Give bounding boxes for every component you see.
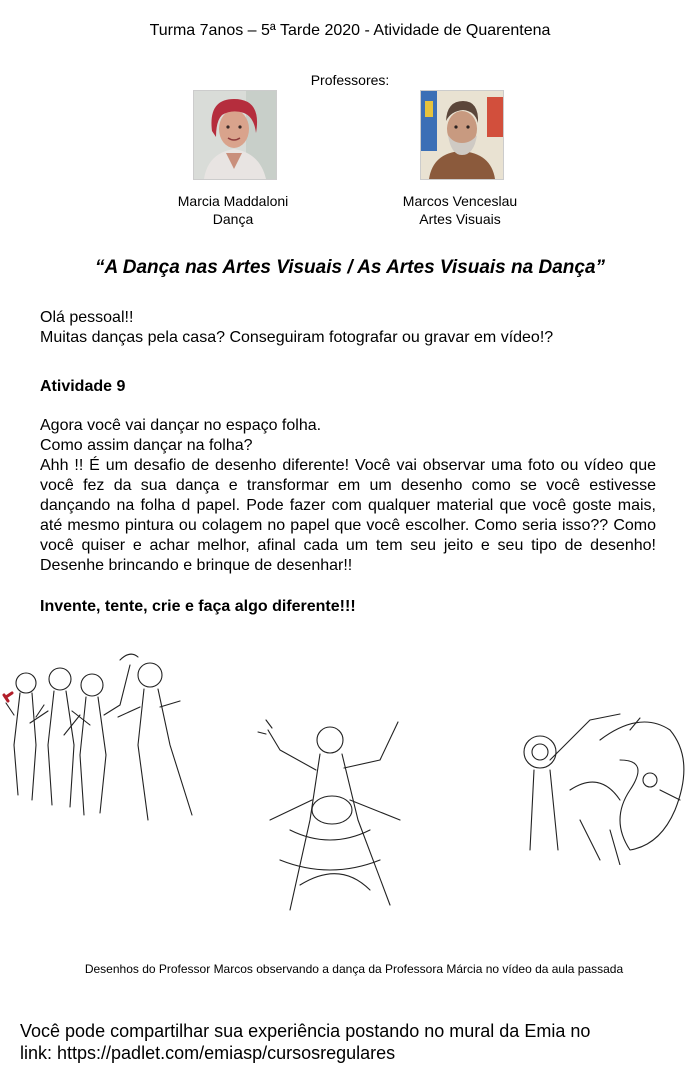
footer-share-text	[20, 1020, 680, 1064]
drawings-caption: Desenhos do Professor Marcos observando a dança da Professora Márcia no vídeo da aula passada	[84, 962, 624, 976]
professor-marcos-caption	[370, 192, 550, 228]
intro-greeting: Olá pessoal!!	[40, 309, 134, 326]
professor-subject: Artes Visuais	[419, 211, 501, 227]
activity-line-2: Como assim dançar na folha?	[40, 437, 253, 454]
professor-subject: Dança	[212, 211, 254, 227]
photo-marcia	[193, 90, 277, 180]
intro-text	[40, 308, 656, 348]
page-title: Turma 7anos – 5ª Tarde 2020 - Atividade de Quarentena	[149, 22, 551, 39]
dance-drawing-right	[510, 700, 700, 865]
intro-question: Muitas danças pela casa? Conseguiram fotografar ou gravar em vídeo!?	[40, 329, 554, 346]
dance-drawing-center	[250, 710, 425, 930]
activity-line-1: Agora você vai dançar no espaço folha.	[40, 417, 322, 434]
activity-subtitle: “A Dança nas Artes Visuais / As Artes Visuais na Dança”	[94, 257, 606, 278]
professor-name: Marcos Venceslau	[402, 193, 518, 209]
photo-marcos	[420, 90, 504, 180]
footer-line-1: Você pode compartilhar sua experiência postando no mural da Emia no	[20, 1021, 591, 1041]
professor-marcia-caption	[143, 192, 323, 228]
activity-body	[40, 416, 656, 576]
professors-label: Professores:	[310, 72, 390, 88]
dance-drawing-left	[0, 645, 200, 830]
activity-paragraph: Ahh !! É um desafio de desenho diferente! Você vai observar uma foto ou vídeo que você fez da sua dança e transformar em um desenho como se você estivesse dançando na folha d papel. Pode fazer com qualquer material que você goste mais, até mesmo pintura ou colagem no papel que você escolher. Como seria isso?? Como você quiser e achar melhor, afinal cada um tem seu jeito e seu tipo de desenho! Desenhe brincando e brinque de desenhar!!	[40, 457, 656, 574]
activity-title: Atividade 9	[40, 378, 126, 395]
professor-name: Marcia Maddaloni	[177, 193, 289, 209]
activity-tagline: Invente, tente, crie e faça algo diferente!!!	[40, 598, 356, 615]
footer-link-line[interactable]: link: https://padlet.com/emiasp/cursosregulares	[20, 1043, 396, 1063]
